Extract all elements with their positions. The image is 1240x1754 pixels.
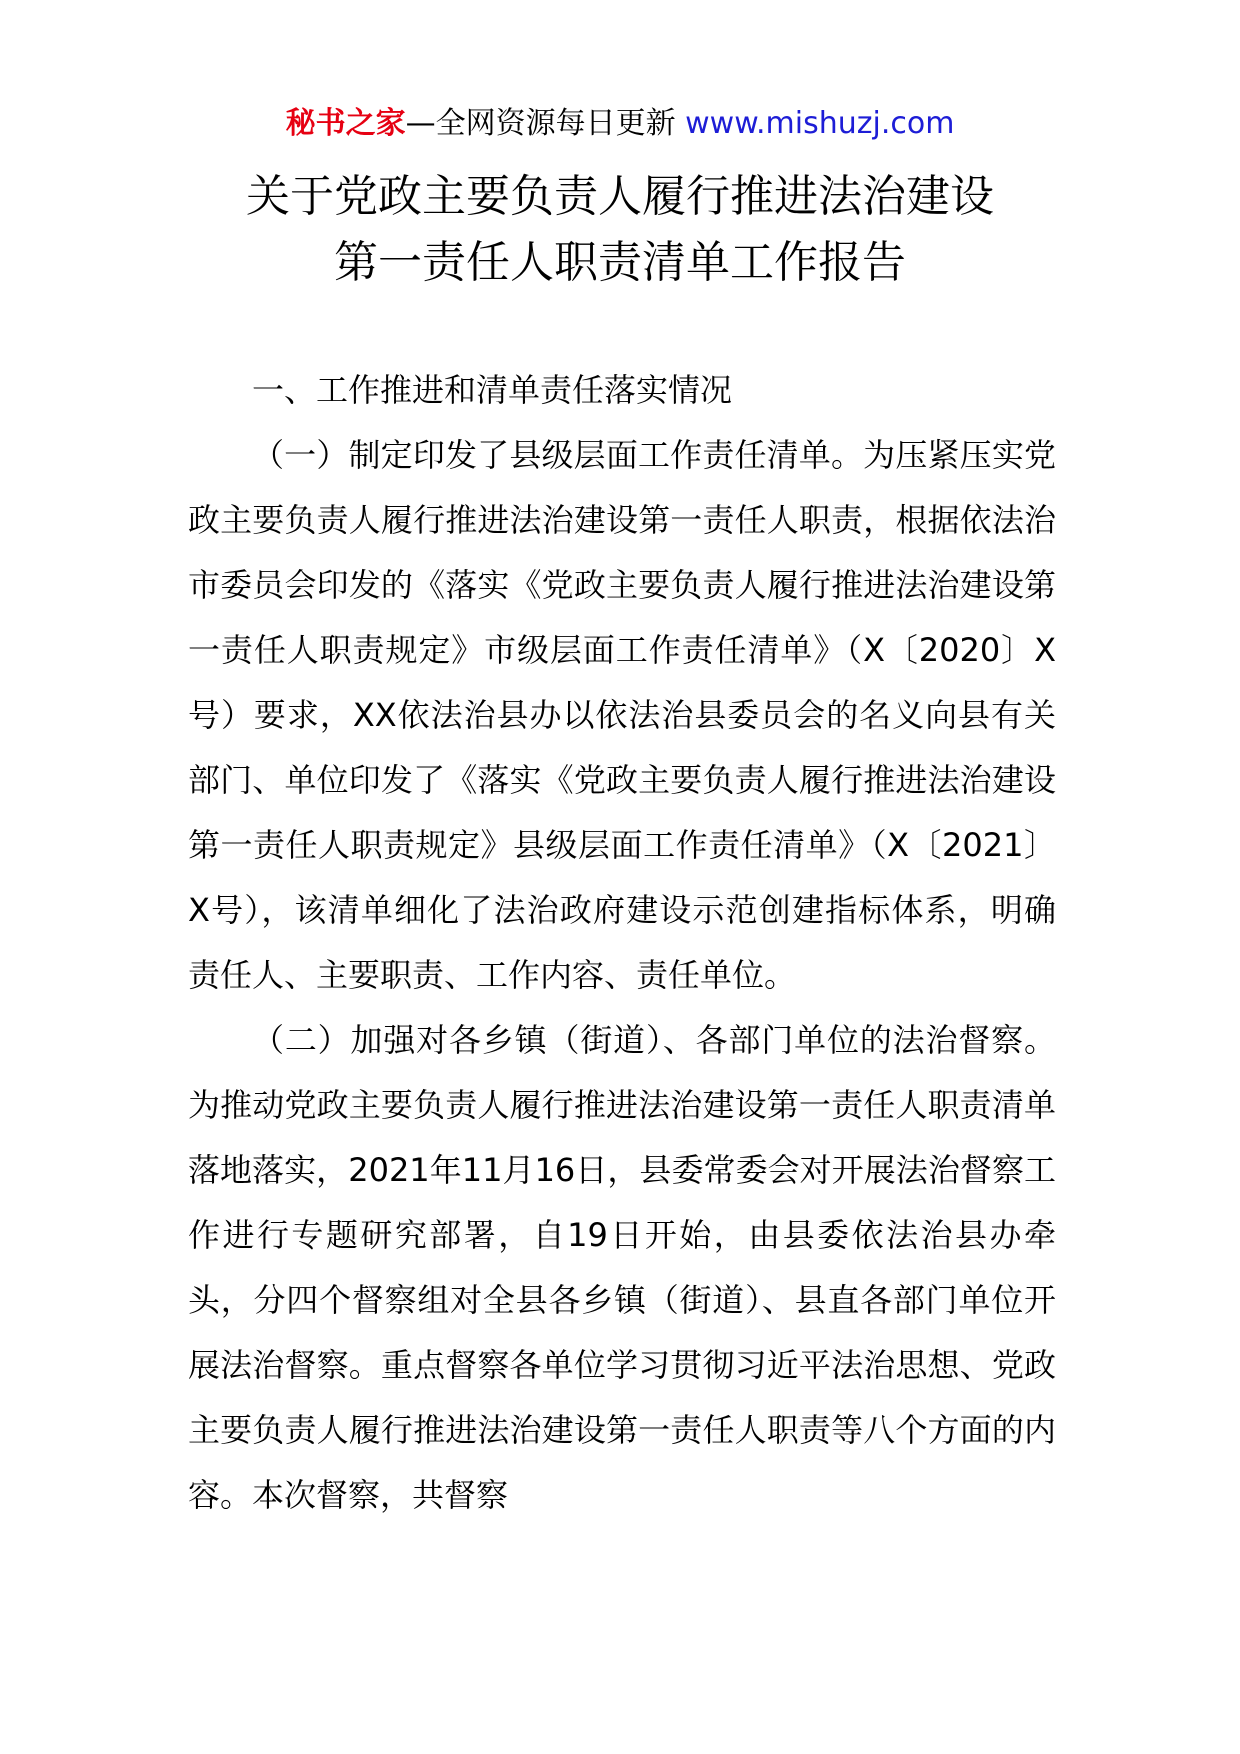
paragraph-2: （二）加强对各乡镇（街道）、各部门单位的法治督察。为推动党政主要负责人履行推进法治建设第一责任人职责清单落地落实，2021年11月16日，县委常委会对开展法治督察工作进行专题研究部署，自19日开始，由县委依法治县办牵头，分四个督察组对全县各乡镇（街道）、县直各部门单位开展法治督察。重点督察各单位学习贯彻习近平法治思想、党政主要负责人履行推进法治建设第一责任人职责等八个方面的内容。本次督察，共督察 (188, 1021, 1056, 1514)
paragraph-1: （一）制定印发了县级层面工作责任清单。为压紧压实党政主要负责人履行推进法治建设第一责任人职责，根据依法治市委员会印发的《落实《党政主要负责人履行推进法治建设第一责任人职责规定》市级层面工作责任清单》（X〔2020〕X号）要求，XX依法治县办以依法治县委员会的名义向县有关部门、单位印发了《落实《党政主要负责人履行推进法治建设第一责任人职责规定》县级层面工作责任清单》（X〔2021〕X号），该清单细化了法治政府建设示范创建指标体系，明确责任人、主要职责、工作内容、责任单位。 (188, 436, 1056, 994)
site-header (0, 104, 1240, 144)
title-line-2: 第一责任人职责清单工作报告 (334, 237, 906, 288)
document-body (188, 358, 1056, 1528)
document-title (0, 164, 1240, 296)
site-brand: 秘书之家 (285, 106, 406, 141)
title-line-1: 关于党政主要负责人履行推进法治建设 (246, 171, 994, 222)
site-url-link[interactable]: www.mishuzj.com (685, 106, 955, 141)
section-heading-1: 一、工作推进和清单责任落实情况 (252, 371, 733, 409)
site-tagline: —全网资源每日更新 (405, 106, 686, 141)
